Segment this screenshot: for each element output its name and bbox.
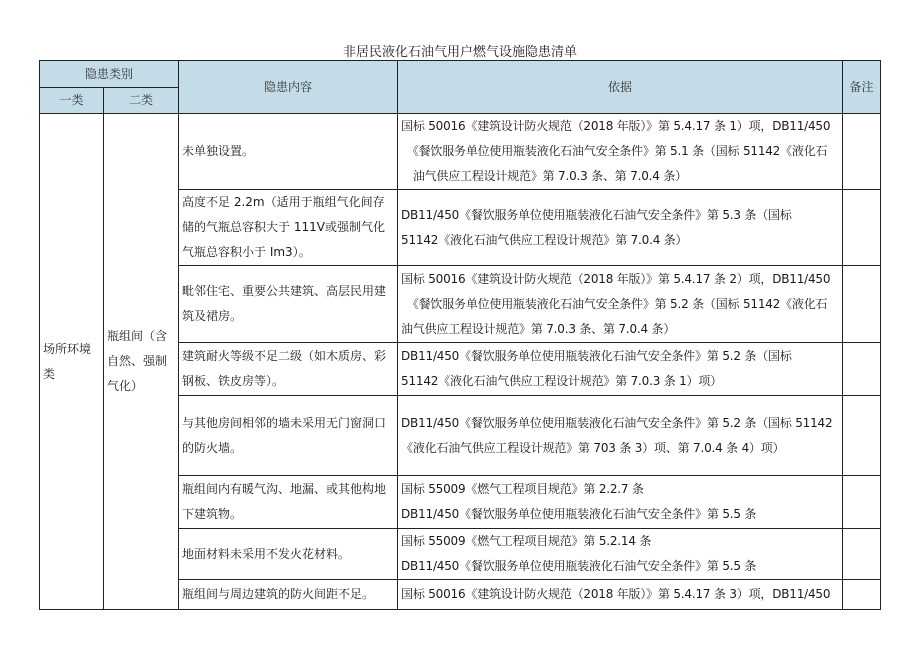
hazard-remarks-cell <box>843 580 881 610</box>
hazard-remarks-cell <box>843 190 881 266</box>
header-basis: 依据 <box>398 61 843 114</box>
hazard-content-cell: 地面材料未采用不发火花材料。 <box>179 529 398 580</box>
hazard-remarks-cell <box>843 114 881 190</box>
hazard-content-cell: 毗邻住宅、重要公共建筑、高层民用建筑及裙房。 <box>179 266 398 343</box>
header-category1: 一类 <box>40 88 104 114</box>
hazard-content-cell: 与其他房间相邻的墙未采用无门窗洞口的防火墙。 <box>179 396 398 476</box>
category2-cell: 瓶组间（含自然、强制气化） <box>104 114 179 610</box>
hazard-content-cell: 瓶组间内有暖气沟、地漏、或其他构地下建筑物。 <box>179 476 398 529</box>
category1-cell: 场所环境类 <box>40 114 104 610</box>
hazard-content-cell: 瓶组间与周边建筑的防火间距不足。 <box>179 580 398 610</box>
hazard-table <box>39 60 881 610</box>
hazard-basis-cell: DB11/450《餐饮服务单位使用瓶装液化石油气安全条件》第 5.2 条（国标 51142《液化石油气供应工程设计规范》第 7.0.3 条 1）项） <box>398 343 843 396</box>
hazard-content-cell: 建筑耐火等级不足二级（如木质房、彩钢板、铁皮房等）。 <box>179 343 398 396</box>
hazard-basis-cell: 国标 55009《燃气工程项目规范》第 5.2.14 条 DB11/450《餐饮服务单位使用瓶装液化石油气安全条件》第 5.5 条 <box>398 529 843 580</box>
hazard-remarks-cell <box>843 396 881 476</box>
header-category2: 二类 <box>104 88 179 114</box>
hazard-remarks-cell <box>843 476 881 529</box>
hazard-remarks-cell <box>843 266 881 343</box>
hazard-basis-cell: 国标 50016《建筑设计防火规范（2018 年版）》第 5.4.17 条 2）项，DB11/450 《餐饮服务单位使用瓶装液化石油气安全条件》第 5.2 条（国标 51142《液化石 油气供应工程设计规范》第 7.0.3 条、第 7.0.4 条） <box>398 266 843 343</box>
hazard-content-cell: 高度不足 2.2m（适用于瓶组气化间存储的气瓶总容积大于 111V或强制气化气瓶总容积小于 Im3）。 <box>179 190 398 266</box>
page-title: 非居民液化石油气用户燃气设施隐患清单 <box>342 45 577 60</box>
hazard-basis-cell: DB11/450《餐饮服务单位使用瓶装液化石油气安全条件》第 5.2 条（国标 51142 《液化石油气供应工程设计规范》第 703 条 3）项、第 7.0.4 条 4）项） <box>398 396 843 476</box>
header-category-group: 隐患类别 <box>40 61 179 88</box>
hazard-basis-cell: 国标 50016《建筑设计防火规范（2018 年版）》第 5.4.17 条 1）项，DB11/450 《餐饮服务单位使用瓶装液化石油气安全条件》第 5.1 条（国标 51142《液化石 油气供应工程设计规范》第 7.0.3 条、第 7.0.4 条） <box>398 114 843 190</box>
table-row <box>40 114 881 190</box>
hazard-remarks-cell <box>843 529 881 580</box>
hazard-remarks-cell <box>843 343 881 396</box>
header-remarks: 备注 <box>843 61 881 114</box>
hazard-basis-cell: 国标 55009《燃气工程项目规范》第 2.2.7 条 DB11/450《餐饮服务单位使用瓶装液化石油气安全条件》第 5.5 条 <box>398 476 843 529</box>
hazard-basis-cell: 国标 50016《建筑设计防火规范（2018 年版）》第 5.4.17 条 3）项，DB11/450 <box>398 580 843 610</box>
hazard-content-cell: 未单独设置。 <box>179 114 398 190</box>
hazard-basis-cell: DB11/450《餐饮服务单位使用瓶装液化石油气安全条件》第 5.3 条（国标 51142《液化石油气供应工程设计规范》第 7.0.4 条） <box>398 190 843 266</box>
header-content: 隐患内容 <box>179 61 398 114</box>
